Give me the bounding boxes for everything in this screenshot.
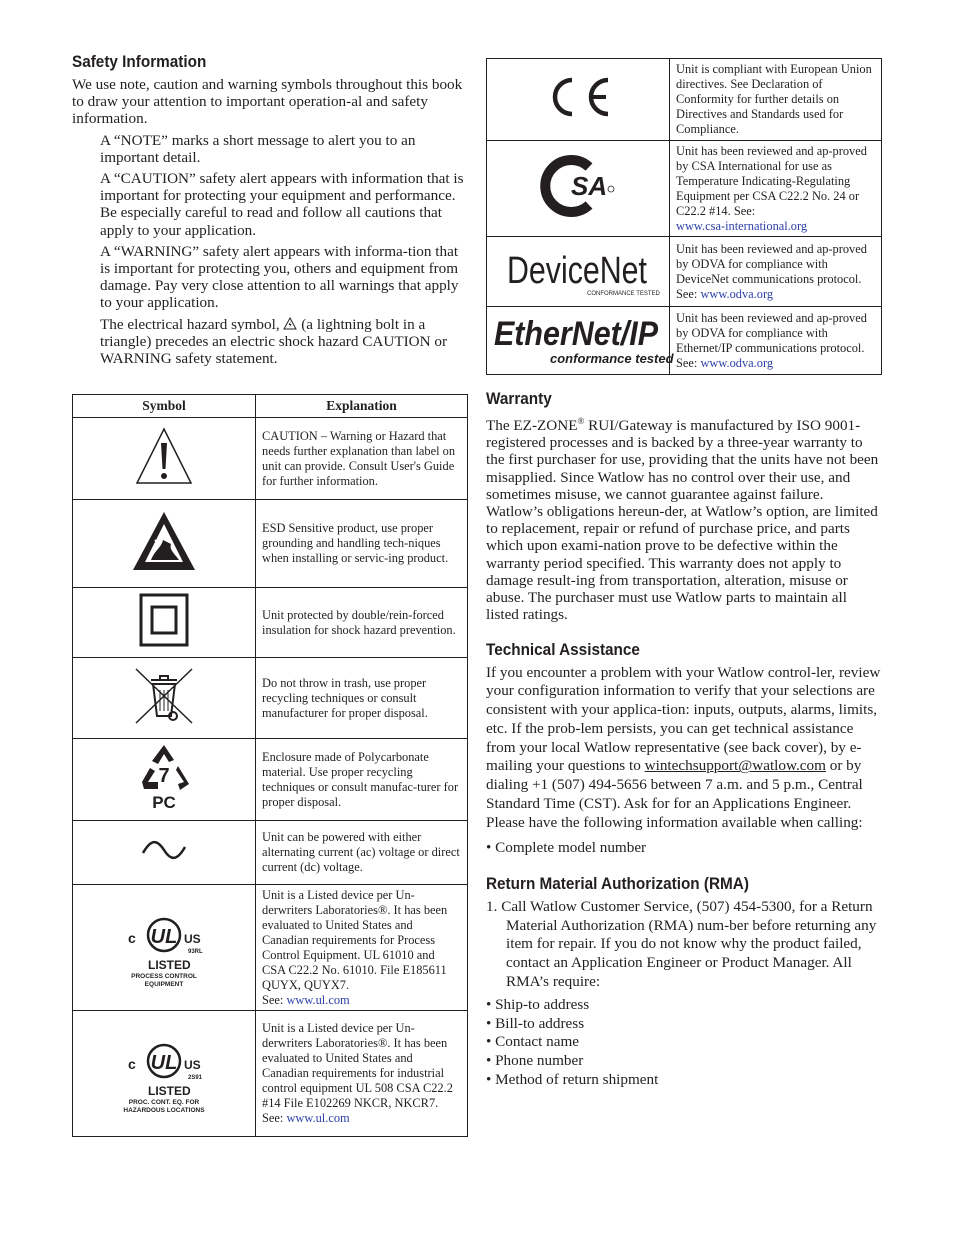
col-explanation-header: Explanation	[256, 395, 468, 418]
ce-mark-icon	[487, 59, 670, 141]
safety-heading: Safety Information	[72, 52, 207, 71]
rma-heading: Return Material Authorization (RMA)	[486, 873, 749, 893]
csa-text: SA	[571, 171, 608, 201]
table-row	[487, 307, 882, 375]
table-row	[73, 658, 468, 739]
ethernet-ip-logo-icon	[487, 307, 674, 375]
ul-c: c	[128, 930, 136, 946]
electric-pre: The electrical hazard symbol,	[100, 315, 280, 333]
symbol-explanation	[256, 1011, 468, 1137]
registered-mark: ®	[577, 416, 585, 426]
list-item: • Ship-to address	[486, 995, 590, 1013]
esd-icon	[73, 500, 256, 588]
caution-triangle-icon	[73, 418, 256, 500]
symbol-explanation: Do not throw in trash, use proper recycling techniques or consult manufacturer for proper disposal.	[256, 658, 468, 739]
ul-link[interactable]: www.ul.com	[286, 992, 350, 1007]
table-row	[487, 59, 882, 141]
cert-explanation	[670, 237, 882, 307]
note-paragraph: A “NOTE” marks a short message to alert you to an important detail.	[100, 131, 416, 166]
csa-mark-icon	[487, 141, 670, 237]
symbol-explanation: ESD Sensitive product, use proper grounding and handling tech-niques when installing or servic-ing product.	[256, 500, 468, 588]
list-item: • Method of return shipment	[486, 1071, 659, 1089]
certification-table	[486, 58, 882, 375]
weee-bin-icon	[73, 658, 256, 739]
table-row	[487, 141, 882, 237]
ul-listed-hazardous-icon	[73, 1011, 256, 1137]
warning-paragraph: A “WARNING” safety alert appears with informa-tion that is important for protecting you, others and equipment from damage. Pay very close attention to all warnings that apply to your application.	[100, 242, 459, 312]
ul-sub1: PROC. CONT. EQ. FOR	[128, 1099, 200, 1106]
symbol-explanation: CAUTION – Warning or Hazard that needs further explanation than label on unit can provide. Consult User's Guide for further information.	[256, 418, 468, 500]
odva-link[interactable]: www.odva.org	[700, 286, 774, 301]
table-row	[73, 500, 468, 588]
caution-paragraph: A “CAUTION” safety alert appears with information that is important for protecting your equipment and performance. Be especially careful to read and follow all cautions that apply to your application.	[100, 170, 464, 239]
ul-listed: LISTED	[148, 958, 191, 972]
ul-number: 93RL	[188, 949, 203, 955]
ce-text: CE	[542, 74, 544, 75]
table-row	[487, 237, 882, 307]
tech-paragraph	[486, 664, 882, 833]
tech-body-post: or by dialing +1 (507) 494-5656 between 7 a.m. and 5 p.m., Central Standard Time (CST). Ask for for an Applications Engineer. Please have the following information available when calling:	[486, 757, 863, 831]
ul-text: Unit is a Listed device per Un-derwriters Laboratories®. It has been evaluated to United States and Canadian requirements for industrial control equipment UL 508 CSA C22.2 #14 File E102269 NKCR, NKCR7.	[262, 1021, 453, 1110]
ul-sub2: HAZARDOUS LOCATIONS	[123, 1107, 205, 1114]
ethernet-text: EtherNet/IP	[494, 315, 659, 353]
odva-link[interactable]: www.odva.org	[700, 355, 774, 370]
ul-letters: UL	[150, 1052, 178, 1074]
ul-us: US	[184, 1058, 201, 1072]
see-label: See:	[262, 992, 284, 1007]
electric-post: (a lightning bolt in a triangle) precedes an electric shock hazard CAUTION or WARNING safety statement.	[100, 315, 448, 368]
ul-c: c	[128, 1056, 136, 1072]
rma-requirements-list	[486, 996, 882, 1090]
tech-body-pre: If you encounter a problem with your Watlow control-ler, review your configuration information to verify that your selections are consistent with your applica-tion: inputs, outputs, alarms, limits, etc. If the prob-lem persists, you can get technical assistance from your local Watlow representative (see back cover), by e-mailing your questions to	[486, 663, 881, 775]
warranty-pre: The EZ-ZONE	[486, 417, 578, 435]
ul-number: 2S91	[188, 1075, 203, 1081]
devicenet-sub: CONFORMANCE TESTED	[587, 291, 660, 297]
cert-explanation: Unit is compliant with European Union directives. See Declaration of Conformity for further details on Directives and Standards used for Compliance.	[670, 59, 882, 141]
safety-section	[72, 52, 467, 367]
ul-text: Unit is a Listed device per Un-derwriters Laboratories®. It has been evaluated to United States and Canadian requirements for Process Control Equipment. UL 61010 and CSA C22.2 No. 61010. File E185611 QUYX, QUYX7.	[262, 887, 448, 992]
symbol-explanation	[256, 885, 468, 1011]
ul-us: US	[184, 932, 201, 946]
ul-listed: LISTED	[148, 1084, 191, 1098]
table-row	[73, 821, 468, 885]
tech-bullet: • Complete model number	[486, 838, 647, 856]
ul-listed-process-icon	[73, 885, 256, 1011]
csa-text-body: Unit has been reviewed and ap-proved by CSA International for use as Temperature Indicating-Regulating Equipment per CSA C22.2 No. 24 or C22.2 #14. See:	[676, 143, 867, 218]
tech-heading: Technical Assistance	[486, 639, 640, 659]
rma-step-1: 1. Call Watlow Customer Service, (507) 454-5300, for a Return Material Authorization (RMA) num-ber before returning any item for repair. If you do not know why the product failed, contact an Application Engineer or Product Manager. All RMA’s require:	[486, 897, 877, 991]
recycle-number: 7	[158, 765, 170, 787]
support-email-link[interactable]: wintechsupport@watlow.com	[644, 757, 826, 775]
ul-sub2: EQUIPMENT	[144, 981, 184, 988]
symbol-explanation: Unit can be powered with either alternating current (ac) voltage or direct current (dc) voltage.	[256, 821, 468, 885]
cert-explanation	[670, 141, 882, 237]
table-row	[73, 885, 468, 1011]
list-item: • Phone number	[486, 1052, 584, 1070]
csa-link[interactable]: www.csa-international.org	[676, 218, 808, 233]
list-item: • Contact name	[486, 1033, 580, 1051]
table-row	[73, 418, 468, 500]
symbol-explanation: Enclosure made of Polycarbonate material. Use proper recycling techniques or consult manufac-turer for proper disposal.	[256, 739, 468, 821]
ul-link[interactable]: www.ul.com	[286, 1111, 350, 1125]
recycle-material: PC	[152, 793, 176, 812]
right-column	[486, 58, 882, 1090]
symbol-table	[72, 394, 468, 1137]
table-row	[73, 1011, 468, 1137]
col-symbol-header: Symbol	[73, 395, 256, 418]
ethernet-text-body: Unit has been reviewed and ap-proved by ODVA for compliance with Ethernet/IP communications protocol. See:	[676, 310, 867, 370]
warranty-heading: Warranty	[486, 389, 552, 408]
ac-dc-icon	[73, 821, 256, 885]
ul-sub1: PROCESS CONTROL	[131, 973, 197, 980]
see-label: See:	[262, 1111, 284, 1125]
recycle-pc-icon	[73, 739, 256, 821]
devicenet-text: DeviceNet	[507, 250, 648, 292]
table-row	[73, 739, 468, 821]
ethernet-sub: conformance tested	[550, 351, 674, 366]
symbol-explanation: Unit protected by double/rein-forced insulation for shock hazard prevention.	[256, 588, 468, 658]
list-item: • Bill-to address	[486, 1014, 585, 1032]
electric-hazard-paragraph	[72, 316, 467, 368]
warranty-paragraph	[486, 413, 882, 624]
devicenet-logo-icon	[487, 237, 670, 307]
ul-letters: UL	[150, 926, 178, 948]
devicenet-text-body: Unit has been reviewed and ap-proved by ODVA for compliance with DeviceNet communications protocol. See:	[676, 241, 867, 301]
table-row	[73, 588, 468, 658]
symbol-table-header	[73, 395, 468, 418]
warranty-body: RUI/Gateway is manufactured by ISO 9001-registered processes and is backed by a three-year warranty to the first purchaser for use, providing that the units have not been misapplied. Since Watlow has no control over their use, and sometimes misuse, we cannot guarantee against failure. Watlow’s obligations hereun-der, at Watlow’s option, are limited to replacement, repair or refund of purchase price, and parts which upon exami-nation prove to be defective within the warranty period specified. This warranty does not apply to damage result-ing from transportation, alteration, misuse or abuse. The purchaser must use Watlow parts to maintain all listed ratings.	[486, 417, 879, 624]
lightning-triangle-icon	[283, 317, 297, 330]
safety-intro: We use note, caution and warning symbols throughout this book to draw your attention to important operation-al and safety information.	[72, 76, 463, 128]
cert-explanation	[670, 307, 882, 375]
double-insulation-icon	[73, 588, 256, 658]
